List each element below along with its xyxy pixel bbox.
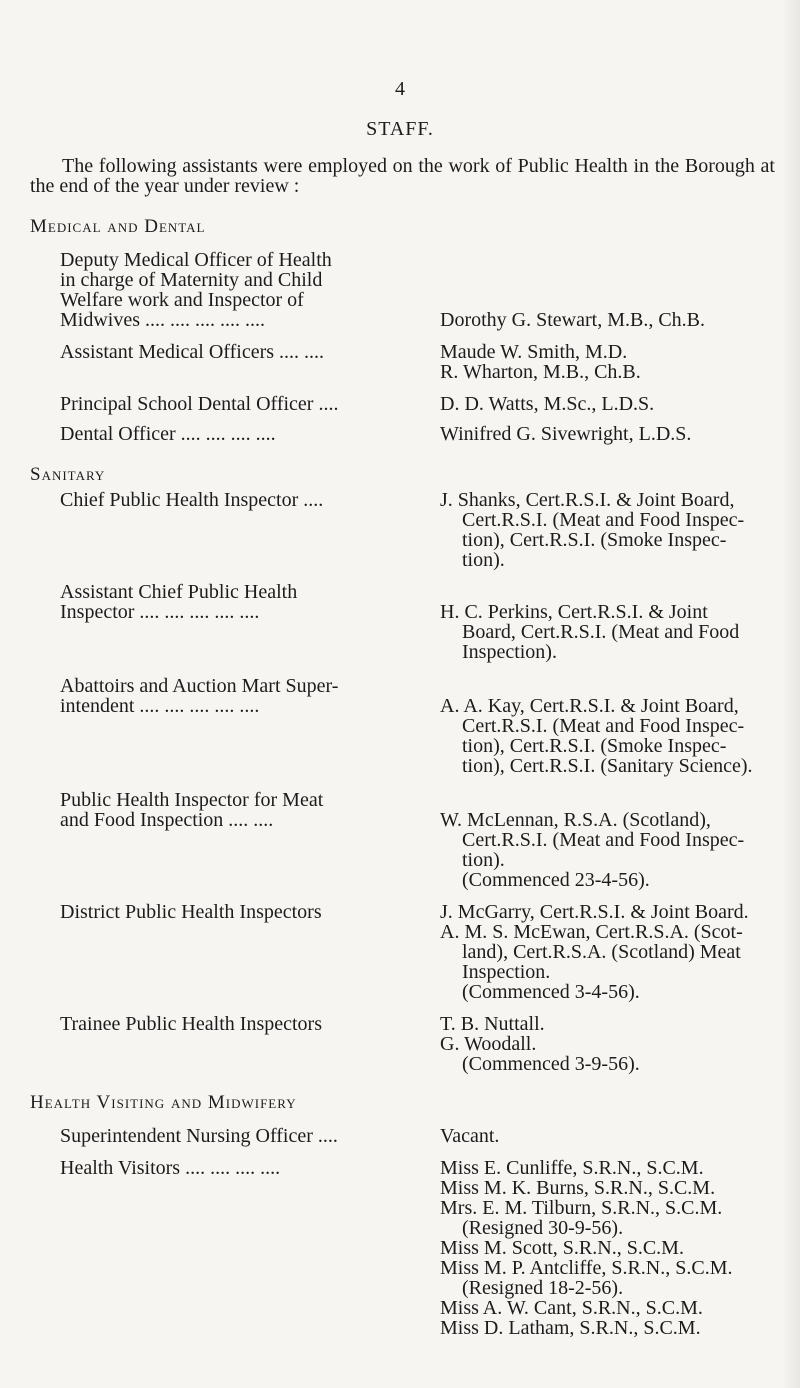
label-line: Assistant Medical Officers .... ....: [60, 341, 325, 363]
label-line: Abattoirs and Auction Mart Super-: [60, 675, 339, 697]
value-line: Cert.R.S.I. (Meat and Food Inspec-: [462, 829, 745, 851]
label-deputy-medical-officer: [60, 250, 415, 330]
value-line: Miss M. P. Antcliffe, S.R.N., S.C.M.: [440, 1257, 733, 1279]
label-line: Public Health Inspector for Meat: [60, 789, 324, 811]
value-abattoirs-superintendent: [440, 696, 775, 776]
label-line: Trainee Public Health Inspectors: [60, 1013, 322, 1035]
section-heading-medical: Medical and Dental: [30, 216, 206, 237]
label-chief-public-health-inspector: [60, 490, 415, 510]
value-assistant-medical-officers: [440, 342, 775, 382]
value-district-phi: [440, 902, 775, 1002]
section-heading-health-visiting: Health Visiting and Midwifery: [30, 1092, 297, 1113]
value-assistant-chief-phi: [440, 602, 775, 662]
value-line: (Resigned 30-9-56).: [462, 1217, 624, 1239]
label-line: Inspector .... .... .... .... ....: [60, 601, 260, 623]
value-line: Cert.R.S.I. (Meat and Food Inspec-: [462, 509, 745, 531]
value-line: tion).: [462, 549, 505, 571]
value-meat-food-inspector: [440, 810, 775, 890]
section-heading-sanitary: Sanitary: [30, 464, 106, 485]
value-health-visitors: [440, 1158, 775, 1338]
value-line: tion).: [462, 849, 505, 871]
label-trainee-phi: [60, 1014, 415, 1034]
value-line: Maude W. Smith, M.D.: [440, 341, 628, 363]
value-line: G. Woodall.: [440, 1033, 537, 1055]
value-dental-officer: [440, 424, 775, 444]
value-line: Miss A. W. Cant, S.R.N., S.C.M.: [440, 1297, 703, 1319]
label-line: Principal School Dental Officer ....: [60, 393, 339, 415]
label-line: Chief Public Health Inspector ....: [60, 489, 324, 511]
label-line: Health Visitors .... .... .... ....: [60, 1157, 281, 1179]
value-superintendent-nursing: [440, 1126, 775, 1146]
value-line: Board, Cert.R.S.I. (Meat and Food: [462, 621, 740, 643]
value-line: Mrs. E. M. Tilburn, S.R.N., S.C.M.: [440, 1197, 723, 1219]
value-line: Inspection.: [462, 961, 551, 983]
value-line: Dorothy G. Stewart, M.B., Ch.B.: [440, 309, 705, 331]
value-line: J. McGarry, Cert.R.S.I. & Joint Board.: [440, 901, 749, 923]
value-line: tion), Cert.R.S.I. (Sanitary Science).: [462, 755, 753, 777]
value-line: (Commenced 3-4-56).: [462, 981, 640, 1003]
label-line: intendent .... .... .... .... ....: [60, 695, 260, 717]
value-line: Inspection).: [462, 641, 557, 663]
value-line: (Commenced 23-4-56).: [462, 869, 650, 891]
value-line: tion), Cert.R.S.I. (Smoke Inspec-: [462, 735, 727, 757]
label-line: in charge of Maternity and Child: [60, 269, 323, 291]
value-line: T. B. Nuttall.: [440, 1013, 545, 1035]
label-meat-food-inspector: [60, 790, 415, 830]
value-principal-dental-officer: [440, 394, 775, 414]
label-dental-officer: [60, 424, 415, 444]
page-number: 4: [395, 78, 405, 100]
label-superintendent-nursing: [60, 1126, 415, 1146]
label-line: Dental Officer .... .... .... ....: [60, 423, 276, 445]
page-edge-shadow: [782, 0, 800, 1388]
label-line: Midwives .... .... .... .... ....: [60, 309, 265, 331]
value-line: Miss D. Latham, S.R.N., S.C.M.: [440, 1317, 701, 1339]
label-health-visitors: [60, 1158, 415, 1178]
value-line: D. D. Watts, M.Sc., L.D.S.: [440, 393, 655, 415]
value-line: Cert.R.S.I. (Meat and Food Inspec-: [462, 715, 745, 737]
value-line: R. Wharton, M.B., Ch.B.: [440, 361, 641, 383]
label-district-phi: [60, 902, 415, 922]
value-line: tion), Cert.R.S.I. (Smoke Inspec-: [462, 529, 727, 551]
label-line: Welfare work and Inspector of: [60, 289, 304, 311]
label-abattoirs-superintendent: [60, 676, 415, 716]
label-line: and Food Inspection .... ....: [60, 809, 274, 831]
label-line: District Public Health Inspectors: [60, 901, 322, 923]
label-line: Superintendent Nursing Officer ....: [60, 1125, 338, 1147]
label-principal-dental-officer: [60, 394, 415, 414]
value-line: (Commenced 3-9-56).: [462, 1053, 640, 1075]
label-assistant-chief-phi: [60, 582, 415, 622]
value-line: land), Cert.R.S.A. (Scotland) Meat: [462, 941, 741, 963]
label-assistant-medical-officers: [60, 342, 415, 362]
value-line: A. M. S. McEwan, Cert.R.S.A. (Scot-: [440, 921, 743, 943]
page-title: STAFF.: [366, 118, 434, 140]
value-line: W. McLennan, R.S.A. (Scotland),: [440, 809, 711, 831]
value-line: H. C. Perkins, Cert.R.S.I. & Joint: [440, 601, 708, 623]
value-deputy-medical-officer: [440, 310, 775, 330]
label-line: Assistant Chief Public Health: [60, 581, 298, 603]
value-chief-public-health-inspector: [440, 490, 775, 570]
value-line: Miss M. K. Burns, S.R.N., S.C.M.: [440, 1177, 716, 1199]
value-line: Winifred G. Sivewright, L.D.S.: [440, 423, 692, 445]
value-line: J. Shanks, Cert.R.S.I. & Joint Board,: [440, 489, 735, 511]
intro-paragraph: The following assistants were employed on the work of Public Health in the Borough at the end of the year under review :: [30, 155, 775, 197]
value-line: A. A. Kay, Cert.R.S.I. & Joint Board,: [440, 695, 739, 717]
value-line: Vacant.: [440, 1125, 500, 1147]
value-line: Miss M. Scott, S.R.N., S.C.M.: [440, 1237, 684, 1259]
value-line: (Resigned 18-2-56).: [462, 1277, 624, 1299]
value-line: Miss E. Cunliffe, S.R.N., S.C.M.: [440, 1157, 704, 1179]
label-line: Deputy Medical Officer of Health: [60, 249, 332, 271]
value-trainee-phi: [440, 1014, 775, 1074]
